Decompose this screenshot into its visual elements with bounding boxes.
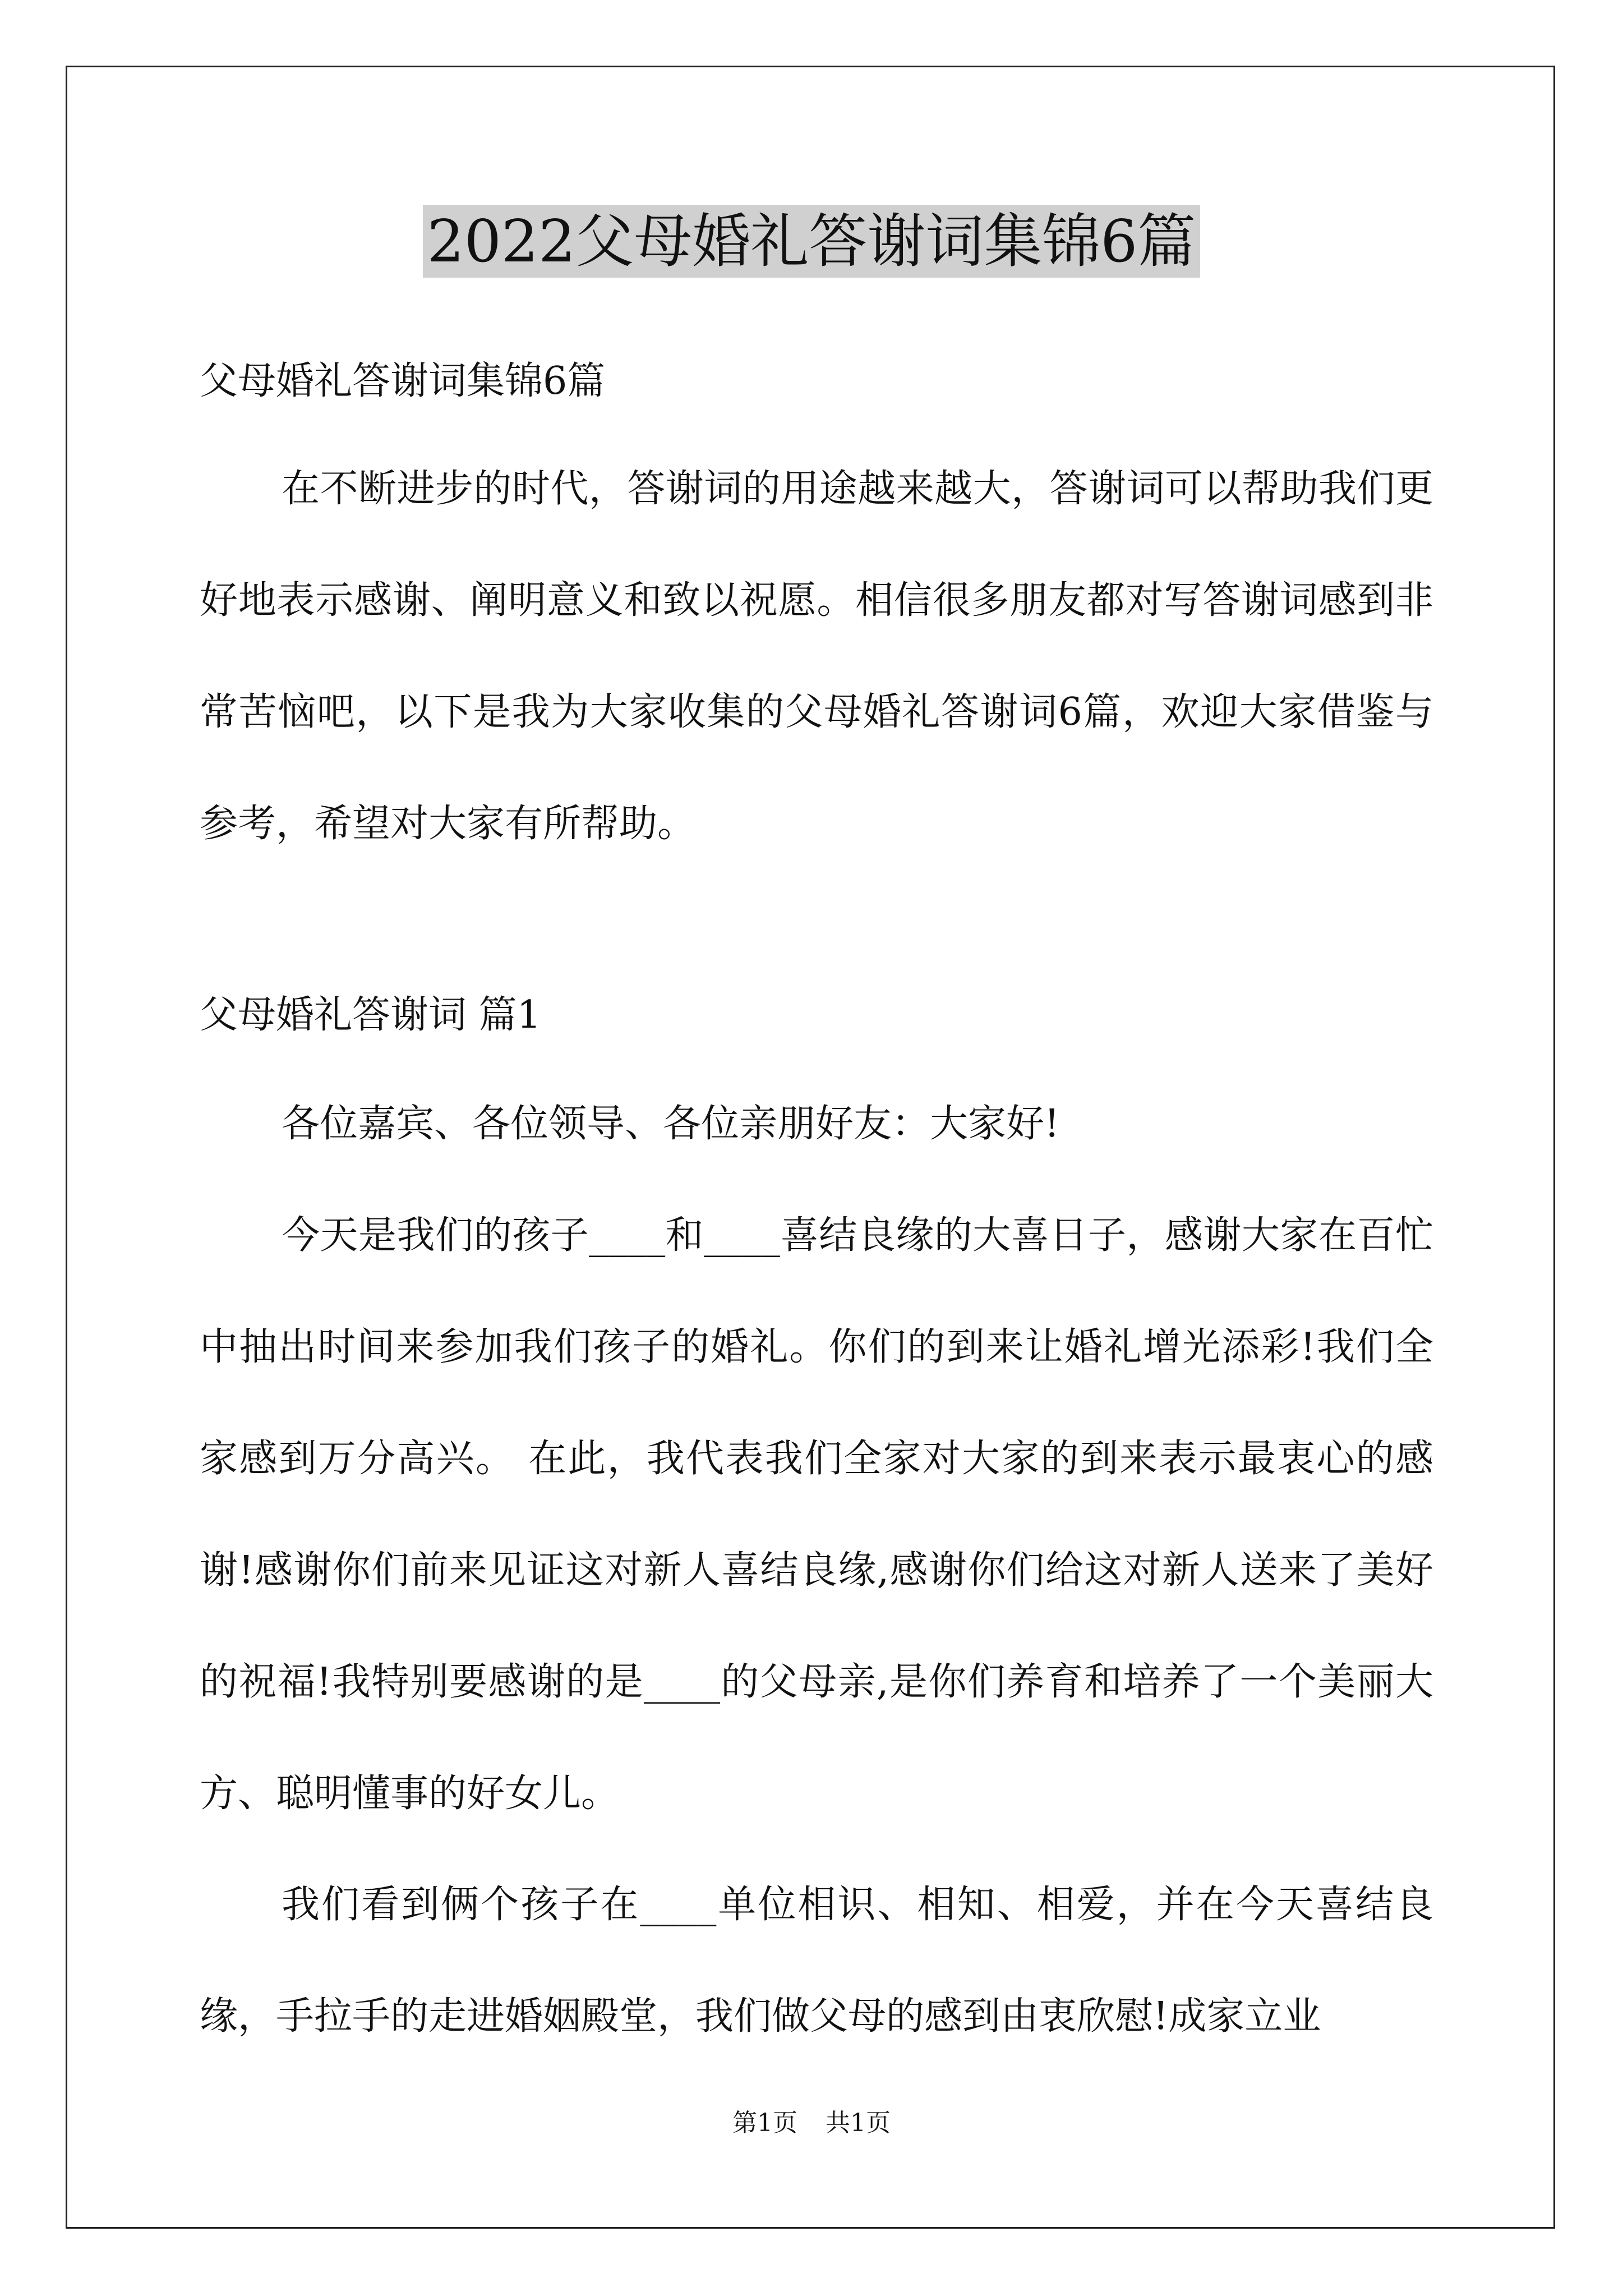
- page-total: 共1页: [826, 2109, 891, 2137]
- document-subtitle: 父母婚礼答谢词集锦6篇: [200, 359, 606, 403]
- section-heading: 父母婚礼答谢词 篇1: [200, 993, 541, 1037]
- body-paragraph-1: 各位嘉宾、各位领导、各位亲朋好友：大家好!: [282, 1102, 1060, 1146]
- page-footer: [0, 2106, 1623, 2140]
- body-paragraph-2: 今天是我们的孩子____和____喜结良缘的大喜日子，感谢大家在百忙中抽出时间来参加我们孩子的婚礼。你们的到来让婚礼增光添彩!我们全家感到万分高兴。 在此，我代表我们全家对大家的到来表示最衷心的感谢!感谢你们前来见证这对新人喜结良缘,感谢你们给这对新人送来了美好的祝福!我特别要感谢的是____的父母亲,是你们养育和培养了一个美丽大方、聪明懂事的好女儿。: [200, 1213, 1433, 1816]
- document-title: [0, 202, 1623, 280]
- body-paragraph-3: 我们看到俩个孩子在____单位相识、相知、相爱，并在今天喜结良缘，手拉手的走进婚姻殿堂，我们做父母的感到由衷欣慰!成家立业: [200, 1883, 1433, 2039]
- page-number: 第1页: [732, 2109, 797, 2137]
- document-title-text: 2022父母婚礼答谢词集锦6篇: [423, 205, 1201, 278]
- intro-paragraph: 在不断进步的时代，答谢词的用途越来越大，答谢词可以帮助我们更好地表示感谢、阐明意义和致以祝愿。相信很多朋友都对写答谢词感到非常苦恼吧，以下是我为大家收集的父母婚礼答谢词6篇，欢迎大家借鉴与参考，希望对大家有所帮助。: [200, 467, 1433, 846]
